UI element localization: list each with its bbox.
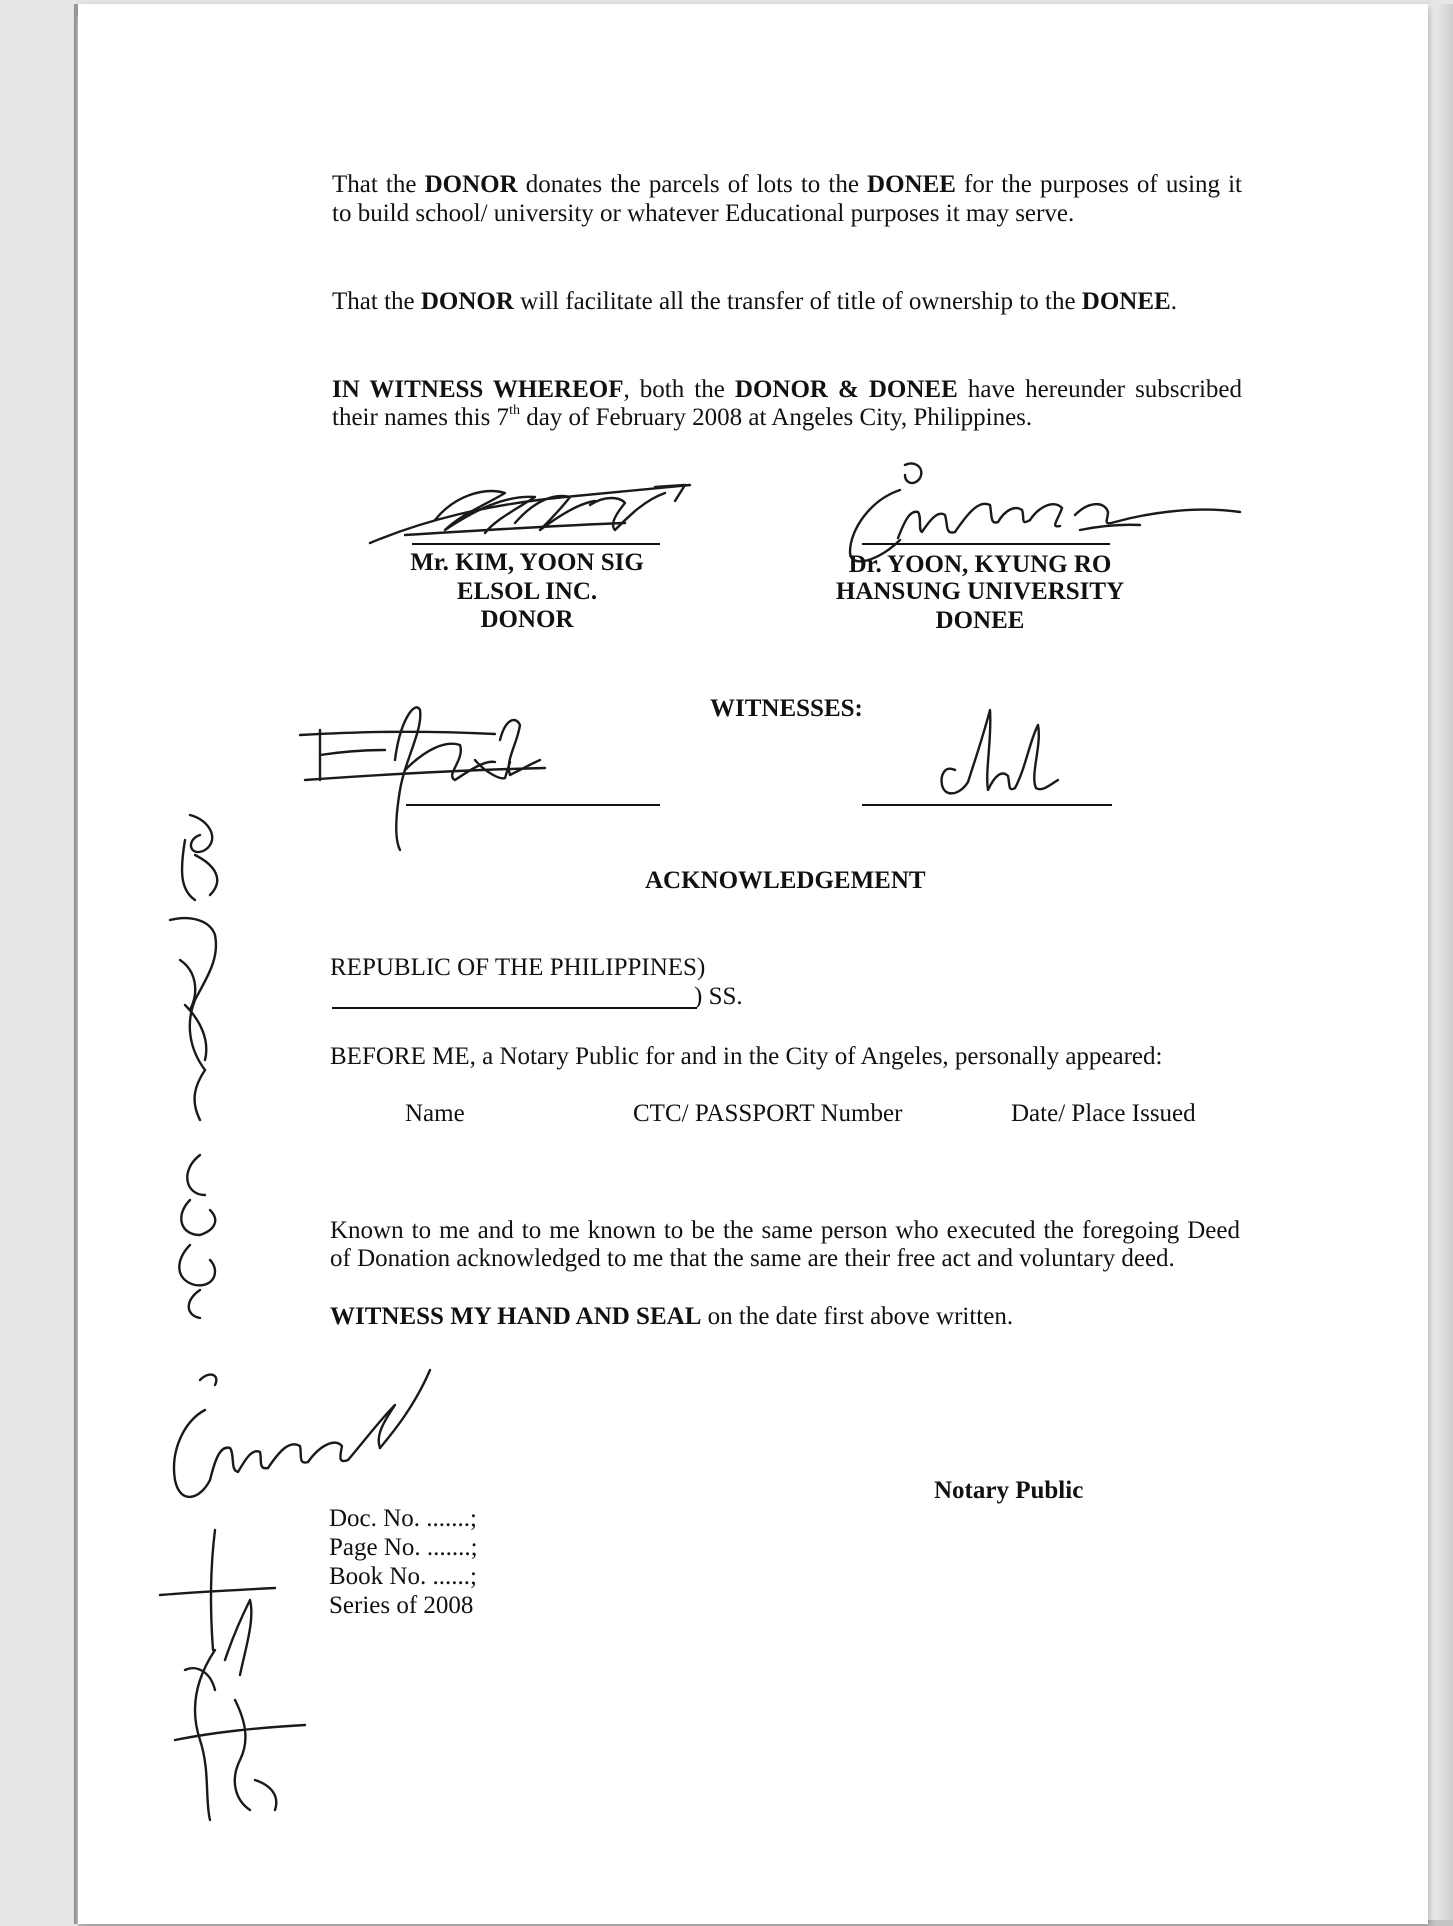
known-to-me-line1: Known to me and to me known to be the same person who executed the foregoing Deed [330, 1217, 1240, 1244]
paragraph-donation-purpose-line1 [332, 170, 1242, 199]
donor-term: DONOR [420, 288, 514, 315]
text-span: That the [332, 288, 421, 315]
table-header-ctc-passport: CTC/ PASSPORT Number [633, 1100, 903, 1127]
acknowledgement-heading: ACKNOWLEDGEMENT [645, 867, 926, 894]
margin-signature-4 [155, 1500, 325, 1830]
witness-1-signature-line [406, 804, 660, 806]
donor-donee-term: DONOR & DONEE [734, 376, 958, 403]
donor-signature-line [412, 543, 660, 545]
margin-signature-vertical-2 [160, 1150, 240, 1320]
page-right-edge [1428, 4, 1453, 1924]
witness-2-signature [930, 700, 1070, 810]
donor-company: ELSOL INC. [456, 578, 598, 605]
venue-republic: REPUBLIC OF THE PHILIPPINES) [330, 954, 706, 981]
ordinal-suffix: th [509, 402, 520, 418]
margin-signature-vertical-1 [150, 810, 240, 1140]
text-span: for the purposes of using it [955, 171, 1243, 198]
paragraph-in-witness-line1 [332, 375, 1242, 404]
margin-signature-3 [160, 1360, 450, 1520]
text-span: That the [332, 171, 425, 198]
notary-public-label: Notary Public [934, 1477, 1084, 1504]
paragraph-in-witness-line2 [332, 403, 1032, 432]
table-header-date-place: Date/ Place Issued [1011, 1100, 1196, 1127]
book-number: Book No. ......; [329, 1563, 477, 1590]
series-year: Series of 2008 [329, 1592, 474, 1619]
doc-number: Doc. No. .......; [329, 1505, 477, 1532]
donee-term: DONEE [867, 171, 956, 198]
donor-term: DONOR [424, 171, 518, 198]
paragraph-donation-purpose-line2: to build school/ university or whatever Educational purposes it may serve. [332, 200, 1075, 227]
text-span: have hereunder subscribed [957, 376, 1242, 403]
witness-my-hand [330, 1302, 1013, 1331]
page-number: Page No. .......; [329, 1534, 478, 1561]
witness-2-signature-line [862, 804, 1112, 806]
text-span: on the date first above written. [701, 1303, 1014, 1330]
table-header-name: Name [405, 1100, 465, 1127]
donee-role: DONEE [935, 607, 1025, 634]
text-span: donates the parcels of lots to the [517, 171, 868, 198]
text-span: . [1170, 288, 1177, 315]
donor-role: DONOR [480, 606, 574, 633]
text-span: day of February 2008 at Angeles City, Philippines. [519, 404, 1033, 431]
venue-ss: ) SS. [694, 983, 743, 1010]
venue-blank-line [332, 1007, 697, 1009]
text-span: , both the [623, 376, 735, 403]
paragraph-title-transfer [332, 287, 1177, 316]
witness-1-signature [295, 700, 635, 860]
donee-name: Dr. YOON, KYUNG RO [848, 551, 1112, 578]
donee-company: HANSUNG UNIVERSITY [835, 578, 1125, 605]
before-me-paragraph: BEFORE ME, a Notary Public for and in the City of Angeles, personally appeared: [330, 1043, 1163, 1070]
in-witness-whereof-term: IN WITNESS WHEREOF [332, 376, 624, 403]
text-span: will facilitate all the transfer of title of ownership to the [513, 288, 1082, 315]
known-to-me-line2: of Donation acknowledged to me that the same are their free act and voluntary deed. [330, 1245, 1175, 1272]
donor-name: Mr. KIM, YOON SIG [410, 549, 644, 576]
donee-term: DONEE [1081, 288, 1171, 315]
text-span: their names this 7 [332, 404, 510, 431]
donee-signature-line [862, 543, 1110, 545]
witnesses-heading: WITNESSES: [710, 695, 863, 722]
witness-hand-seal-term: WITNESS MY HAND AND SEAL [330, 1303, 702, 1330]
